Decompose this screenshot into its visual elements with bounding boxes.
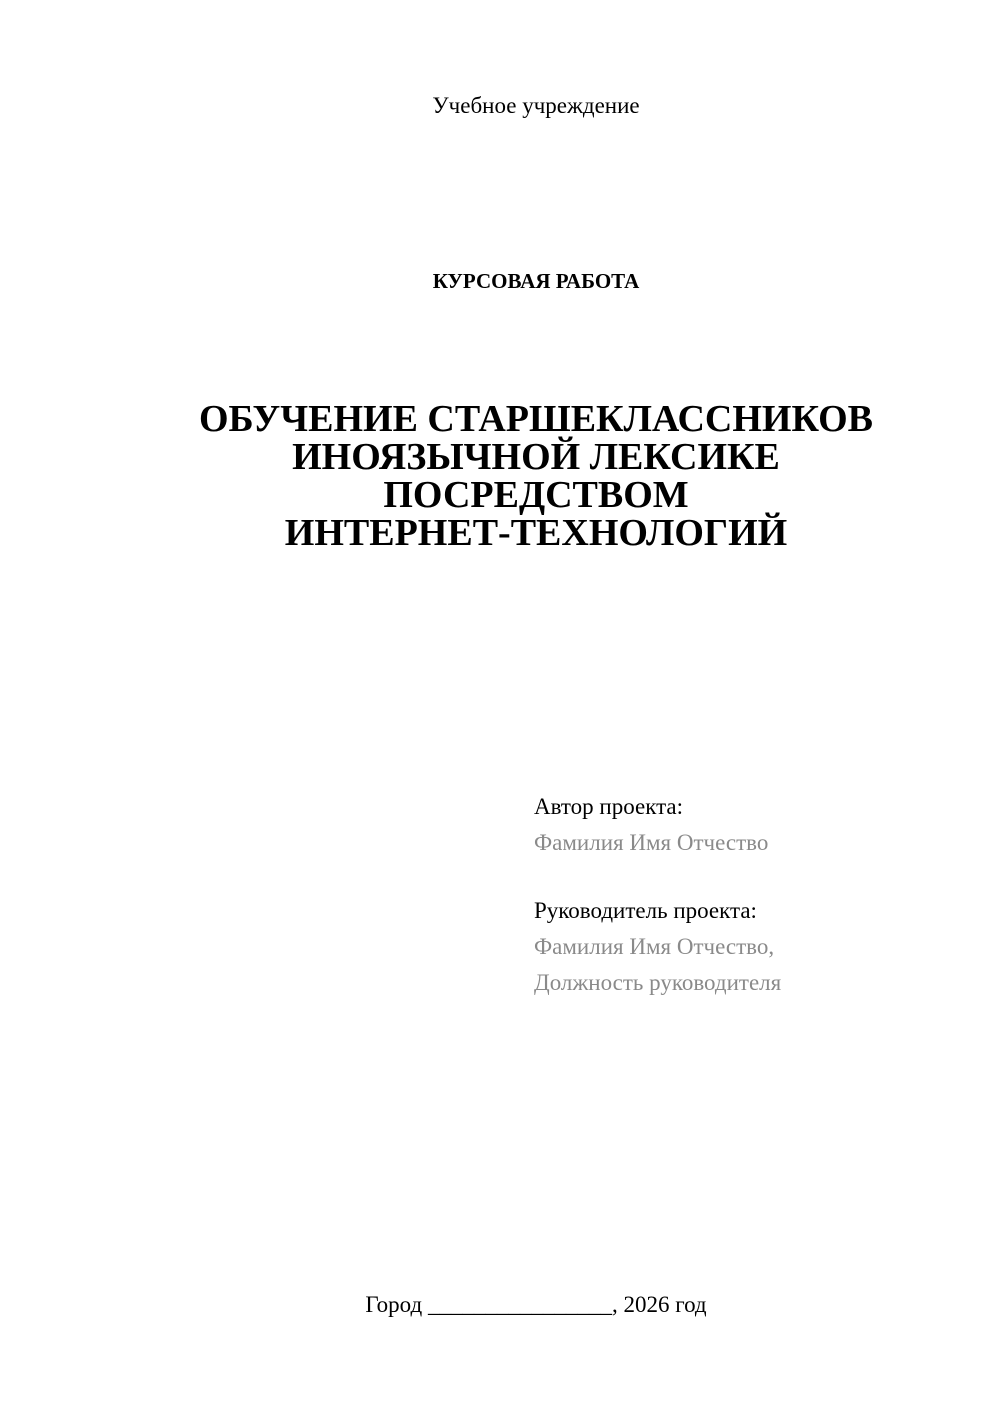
city-year-line: Город ________________, 2026 год: [365, 1292, 707, 1317]
title-line: ПОСРЕДСТВОМ: [383, 474, 689, 516]
meta-spacer: [534, 861, 974, 893]
institution-name: Учебное учреждение: [432, 93, 640, 118]
project-meta: [534, 789, 974, 1001]
work-type-heading: КУРСОВАЯ РАБОТА: [432, 269, 640, 293]
title-line: ИНТЕРНЕТ-ТЕХНОЛОГИЙ: [284, 512, 788, 554]
title-line: ОБУЧЕНИЕ СТАРШЕКЛАССНИКОВ: [199, 398, 873, 440]
document-title: [0, 400, 1000, 552]
supervisor-position: Должность руководителя: [534, 970, 782, 995]
supervisor-name: Фамилия Имя Отчество,: [534, 934, 775, 959]
supervisor-label: Руководитель проекта:: [534, 898, 757, 923]
title-line: ИНОЯЗЫЧНОЙ ЛЕКСИКЕ: [292, 436, 780, 478]
author-name: Фамилия Имя Отчество: [534, 830, 769, 855]
author-label: Автор проекта:: [534, 794, 683, 819]
